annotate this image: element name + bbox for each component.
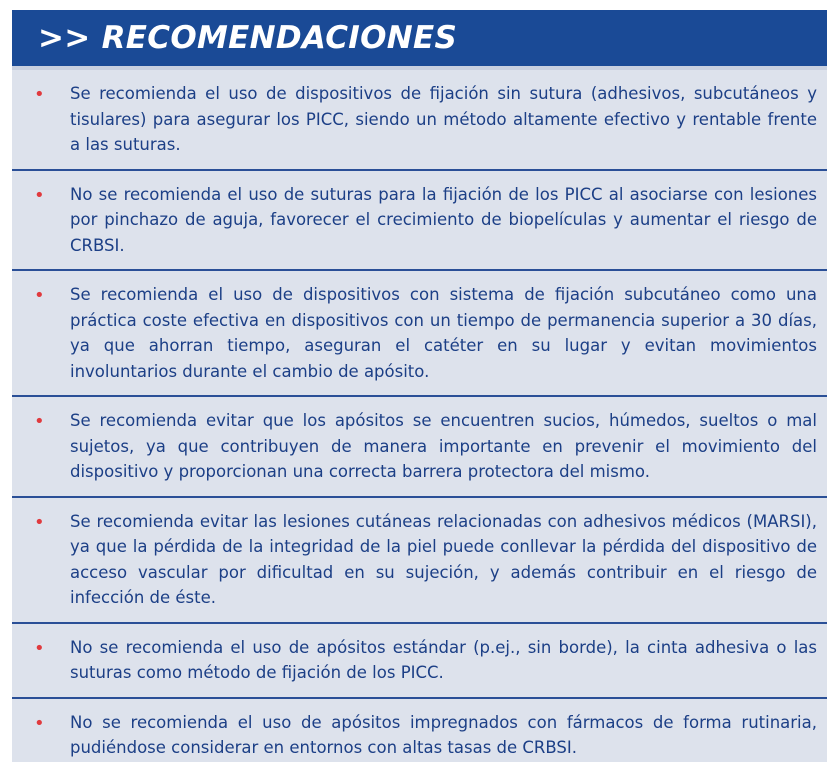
list-item	[12, 171, 827, 272]
bullet-icon: •	[34, 712, 45, 734]
list-item-text: Se recomienda el uso de dispositivos de fijación sin sutura (adhesivos, subcutáneos y tisulares) para asegurar los PICC, siendo un método altamente efectivo y rentable frente a las suturas.	[70, 84, 817, 154]
recommendations-list	[12, 70, 827, 762]
list-item-text: No se recomienda el uso de suturas para la fijación de los PICC al asociarse con lesiones por pinchazo de aguja, favorecer el crecimiento de biopelículas y aumentar el riesgo de CRBSI.	[70, 184, 817, 255]
section-title: >> RECOMENDACIONES	[38, 20, 458, 56]
bullet-icon: •	[34, 184, 45, 206]
list-item-text: No se recomienda el uso de apósitos impregnados con fármacos de forma rutinaria, pudiéndose considerar en entornos con altas tasas de CRBSI.	[70, 712, 817, 757]
bullet-icon: •	[34, 84, 45, 105]
list-item	[12, 271, 827, 397]
bullet-icon: •	[34, 637, 45, 659]
list-item-text: Se recomienda evitar que los apósitos se encuentren sucios, húmedos, sueltos o mal sujetos, ya que contribuyen de manera importante en prevenir el movimiento del dispositivo y proporcionan una correcta barrera protectora del mismo.	[70, 411, 817, 481]
list-item-text: Se recomienda el uso de dispositivos con sistema de fijación subcutáneo como una práctica coste efectiva en dispositivos con un tiempo de permanencia superior a 30 días, ya que ahorran tiempo, aseguran el catéter en su lugar y evitan movimientos involuntarios durante el cambio de apósito.	[70, 285, 817, 381]
list-item-text: No se recomienda el uso de apósitos estándar (p.ej., sin borde), la cinta adhesiva o las suturas como método de fijación de los PICC.	[70, 637, 817, 682]
list-item	[12, 397, 827, 498]
list-item	[12, 498, 827, 624]
section-header	[12, 10, 827, 70]
bullet-icon: •	[34, 285, 45, 306]
list-item	[12, 70, 827, 171]
bullet-icon: •	[34, 511, 45, 533]
recommendations-box	[12, 10, 827, 762]
list-item	[12, 624, 827, 699]
list-item-text: Se recomienda evitar las lesiones cutáneas relacionadas con adhesivos médicos (MARSI), ya que la pérdida de la integridad de la piel puede conllevar la pérdida del dispositivo de acceso vascular por dificultad en su sujeción, y además contribuir en el riesgo de infección de éste.	[70, 511, 817, 607]
list-item	[12, 699, 827, 763]
bullet-icon: •	[34, 411, 45, 432]
